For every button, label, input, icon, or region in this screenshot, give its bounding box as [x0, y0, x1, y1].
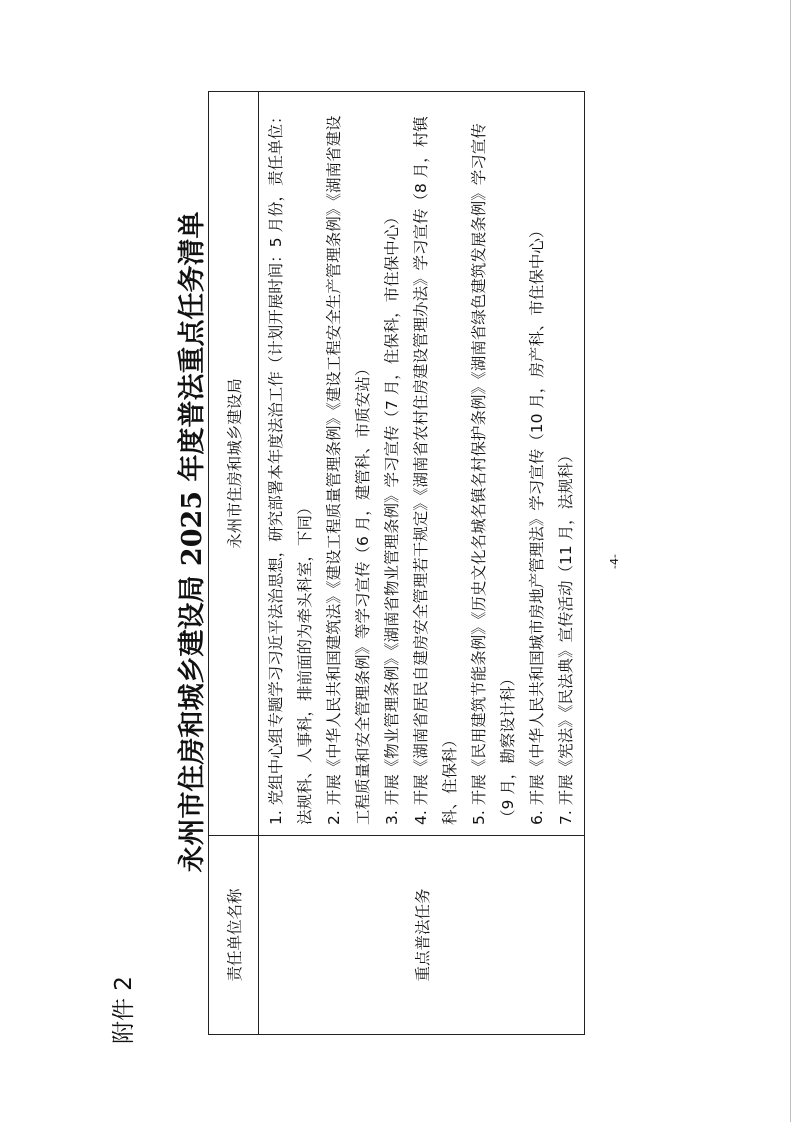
page-title: 永州市住房和城乡建设局 2025 年度普法重点任务清单	[177, 211, 208, 873]
row-label-tasks: 重点普法任务	[259, 836, 585, 1035]
task-list-cell	[259, 92, 585, 836]
table-header-row	[209, 92, 259, 1035]
task-item: 4. 开展《湖南省居民自建房安全管理若干规定》《湖南省农村住房建设管理办法》学习宣传（8 月，村镇科、住保科）	[412, 116, 459, 825]
unit-name-cell: 永州市住房和城乡建设局	[209, 92, 259, 836]
annex-label: 附件 2	[111, 976, 137, 1044]
task-item: 1. 党组中心组专题学习习近平法治思想，研究部署本年度法治工作（计划开展时间：5 月份，责任单位：法规科、人事科，排前面的为牵头科室，下同）	[267, 108, 314, 825]
task-item: 7. 开展《宪法》《民法典》宣传活动（11 月，法规科）	[557, 447, 575, 825]
task-item: 2. 开展《中华人民共和国建筑法》《建设工程质量管理条例》《建设工程安全生产管理条例》《湖南省建设工程质量和安全管理条例》等学习宣传（6 月，建管科、市质安站）	[325, 115, 372, 825]
task-item: 3. 开展《物业管理条例》《湖南省物业管理条例》学习宣传（7 月，住保科，市住保中心）	[383, 209, 401, 825]
page-number: -4-	[608, 554, 621, 569]
task-item: 5. 开展《民用建筑节能条例》《历史文化名城名镇名村保护条例》《湖南省绿色建筑发展条例》学习宣传（9 月，勘察设计科）	[470, 123, 517, 825]
task-item: 6. 开展《中华人民共和国城市房地产管理法》学习宣传（10 月，房产科、市住保中心）	[528, 222, 546, 825]
col-header-unit: 责任单位名称	[209, 836, 259, 1035]
task-row	[259, 92, 585, 1035]
task-table	[208, 91, 585, 1035]
